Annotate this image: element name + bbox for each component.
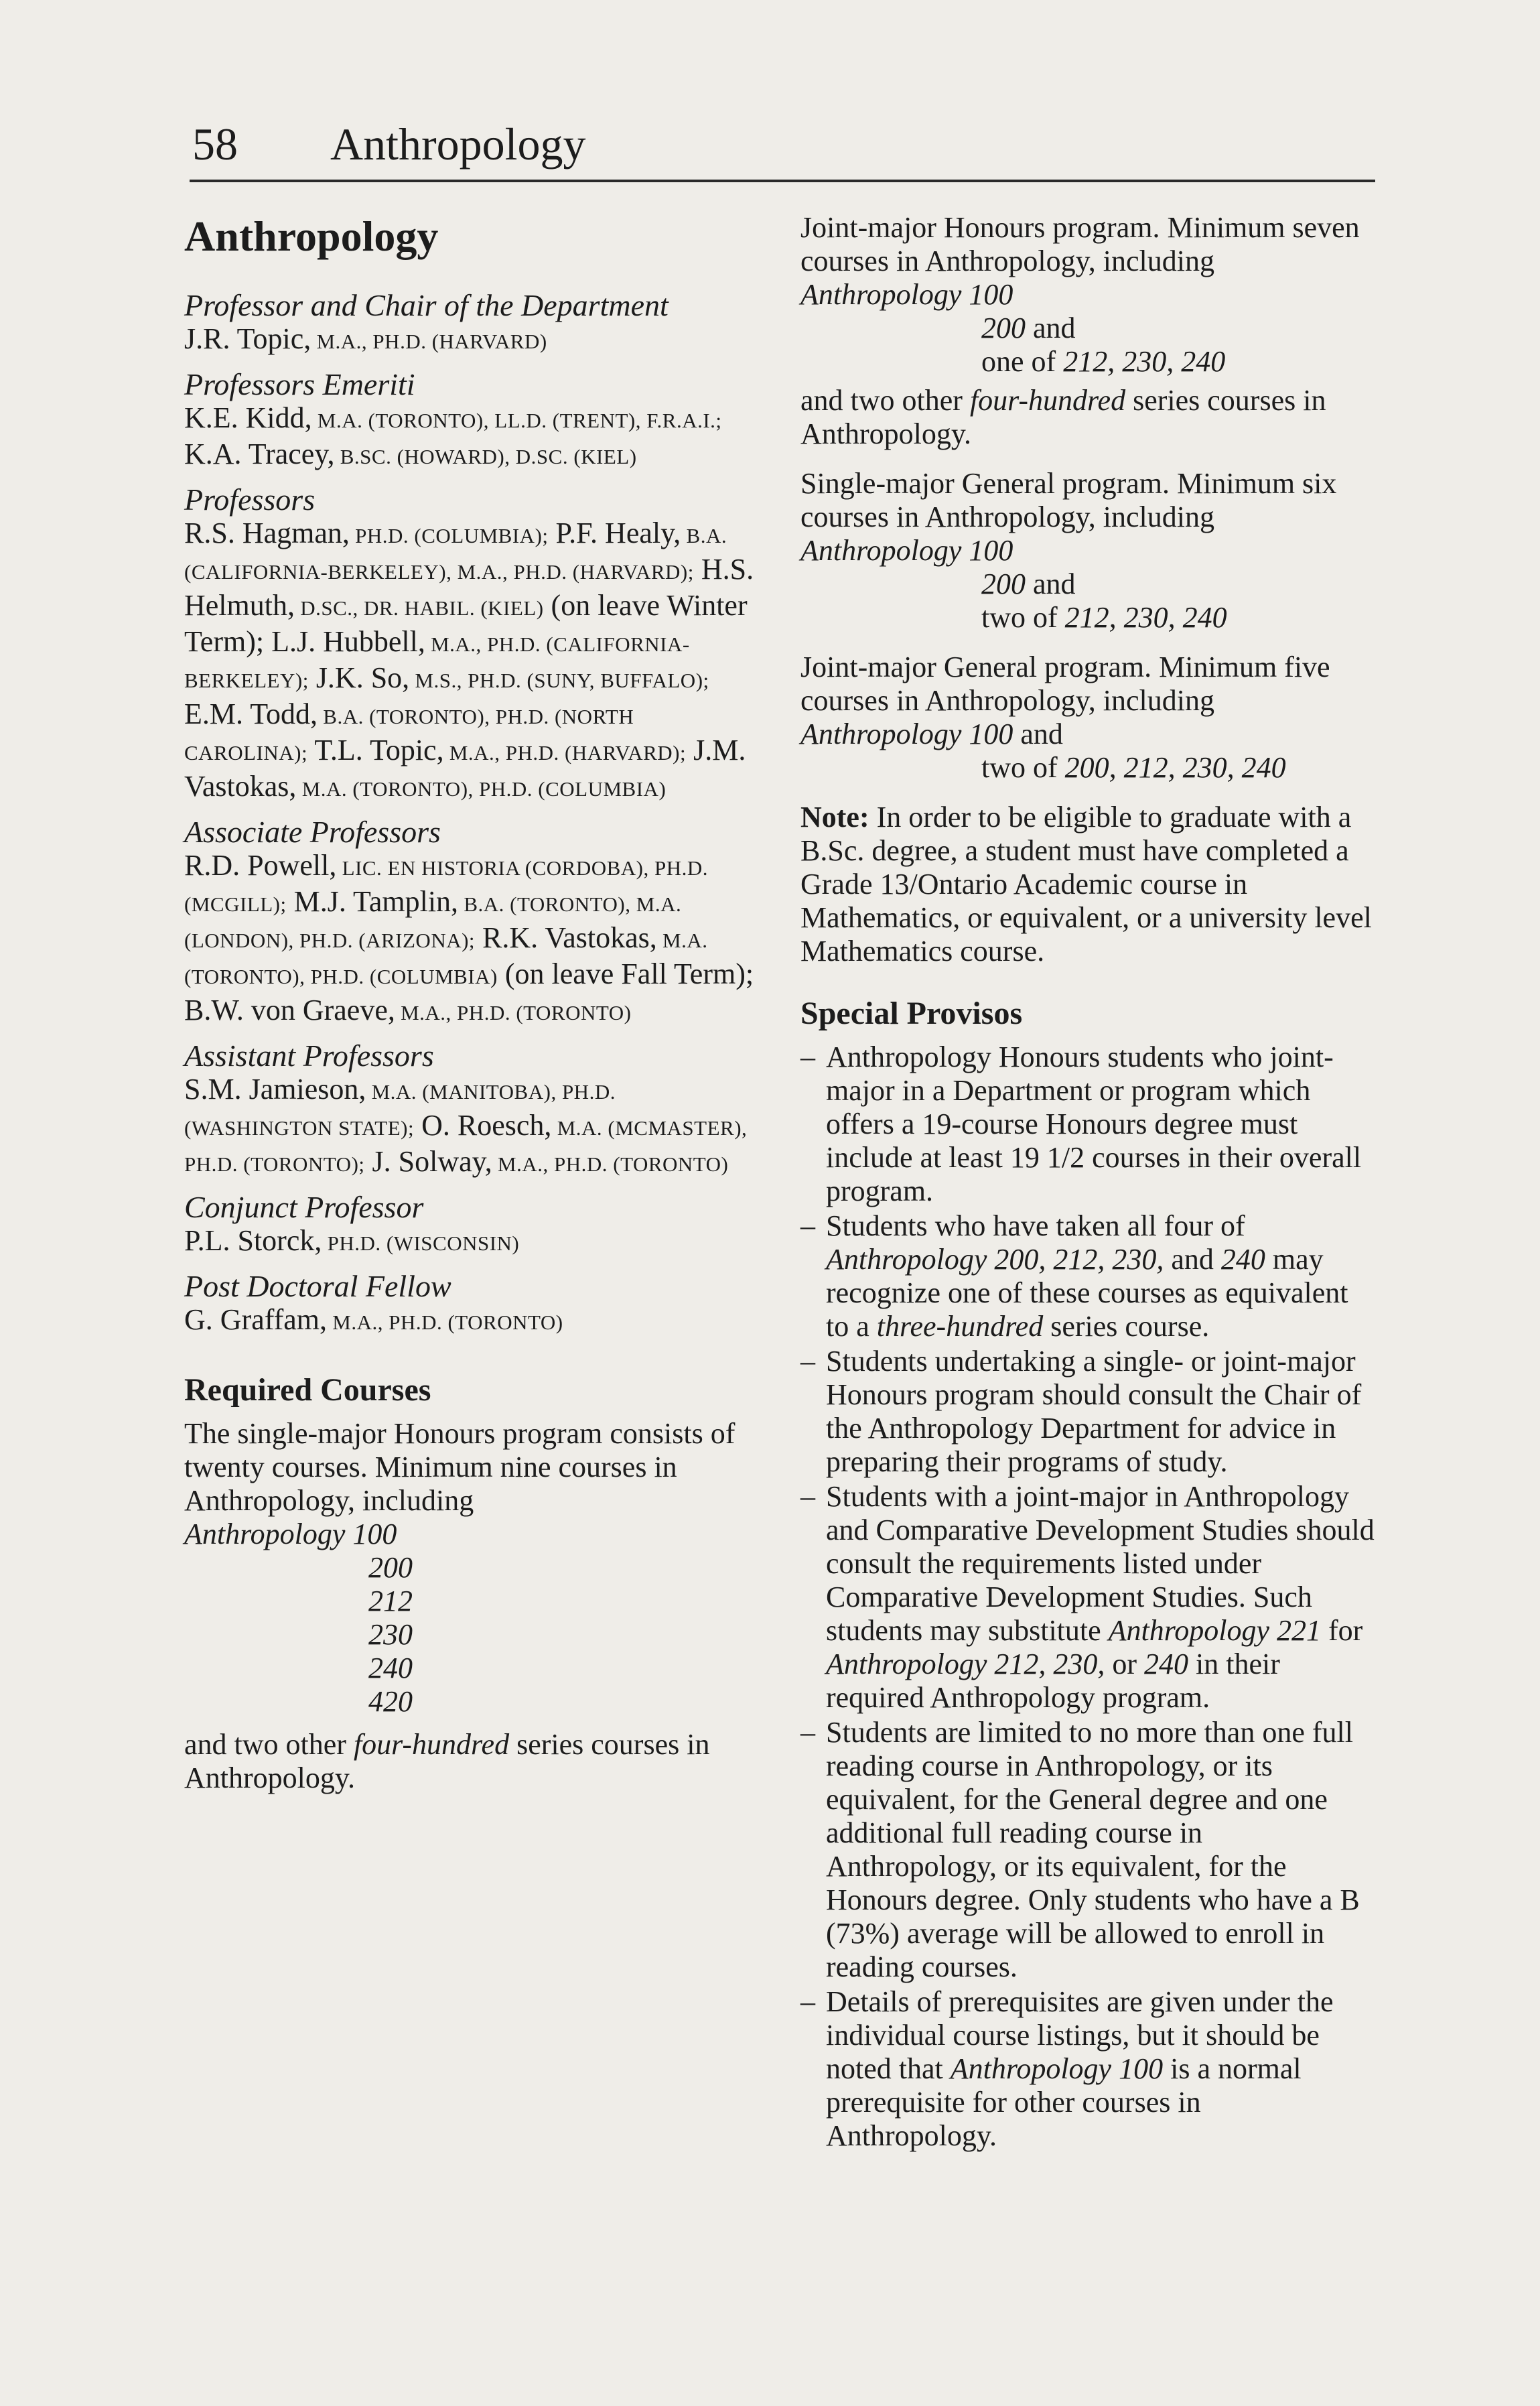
course-numbers: 200, 212, 230, 240 <box>1064 751 1286 784</box>
proviso-text: may recognize one of these courses as equivalent to a <box>826 1243 1348 1343</box>
course-number: 212 <box>368 1585 413 1617</box>
provisos-list <box>800 1041 1377 2153</box>
list-item <box>800 1041 1377 1208</box>
faculty-credentials: B.A. (TORONTO), M.A. (LONDON), PH.D. (ARIZONA); <box>184 892 682 952</box>
page-number: 58 <box>192 119 238 170</box>
list-item <box>800 1480 1377 1715</box>
program-outro <box>800 384 1377 451</box>
required-outro-text: and two other <box>184 1728 354 1761</box>
program-conj: one of <box>981 345 1064 378</box>
faculty-name: H.S. Helmuth, <box>184 553 754 622</box>
right-column <box>800 211 1377 2154</box>
faculty-role-heading: Assistant Professors <box>184 1039 434 1073</box>
faculty-names <box>184 517 760 806</box>
faculty-name: L.J. Hubbell, <box>264 625 425 658</box>
faculty-role-heading: Post Doctoral Fellow <box>184 1269 451 1303</box>
faculty-credentials: M.A., PH.D. (TORONTO) <box>327 1311 563 1334</box>
program-conj: two of <box>981 601 1065 634</box>
faculty-name: G. Graffam, <box>184 1303 327 1336</box>
program-outro-text-end: series courses in Anthropology. <box>800 384 1326 450</box>
faculty-credentials: B.SC. (HOWARD), D.SC. (KIEL) <box>334 445 637 468</box>
proviso-text: or <box>1105 1648 1145 1680</box>
program-line <box>800 567 1377 601</box>
proviso-course: Anthropology 221 <box>1108 1614 1322 1647</box>
course-name: Anthropology 100 <box>800 718 1013 750</box>
faculty-credentials: M.A., PH.D. (TORONTO) <box>395 1001 632 1024</box>
required-intro <box>184 1417 760 1551</box>
proviso-italic: three-hundred <box>876 1310 1044 1343</box>
list-item <box>800 1985 1377 2153</box>
faculty-role-heading: Professors Emeriti <box>184 367 415 401</box>
program-conj: and <box>1013 718 1063 750</box>
faculty-name: T.L. Topic, <box>307 734 444 766</box>
faculty-list <box>184 289 760 1339</box>
note-text: In order to be eligible to graduate with a B.Sc. degree, a student must have completed a Grade 13/Ontario Academic course in Mathematics, or equivalent, or a university level Mathematics course. <box>800 801 1372 967</box>
faculty-credentials: B.A. (TORONTO), PH.D. (NORTH CAROLINA); <box>184 705 634 764</box>
special-provisos-heading: Special Provisos <box>800 996 1023 1031</box>
proviso-text: in their required Anthropology program. <box>826 1648 1280 1714</box>
faculty-credentials: PH.D. (WISCONSIN) <box>322 1231 520 1255</box>
required-outro-italic: four-hundred <box>353 1728 510 1761</box>
faculty-credentials: B.A. (CALIFORNIA-BERKELEY), M.A., PH.D. (HARVARD); <box>184 524 727 584</box>
faculty-credentials: M.A. (TORONTO), PH.D. (COLUMBIA) <box>184 929 708 988</box>
faculty-name: R.S. Hagman, <box>184 517 350 549</box>
proviso-text: Anthropology Honours students who joint-major in a Department or program which offers a 19-course Honours degree must include at least 19 1/2 courses in their overall program. <box>826 1041 1362 1207</box>
faculty-credentials: M.A. (TORONTO), LL.D. (TRENT), F.R.A.I.; <box>311 409 722 432</box>
faculty-names <box>184 1303 760 1339</box>
required-outro-text-end: series courses in Anthropology. <box>184 1728 710 1794</box>
program-line <box>800 345 1377 379</box>
faculty-name: J.K. So, <box>308 661 410 694</box>
faculty-name: B.W. von Graeve, <box>184 994 395 1026</box>
program-line: Anthropology 100 <box>800 278 1013 311</box>
program-conj: and <box>1026 312 1076 344</box>
faculty-role-heading: Associate Professors <box>184 815 441 849</box>
faculty-credentials: D.SC., DR. HABIL. (KIEL) <box>294 596 544 620</box>
faculty-role-heading: Conjunct Professor <box>184 1190 424 1224</box>
faculty-credentials: M.A. (MANITOBA), PH.D. (WASHINGTON STATE); <box>184 1080 616 1140</box>
faculty-name: J.R. Topic, <box>184 322 311 355</box>
program-line <box>800 601 1377 634</box>
program-intro: Joint-major General program. Minimum five courses in Anthropology, including <box>800 651 1330 717</box>
proviso-text: and <box>1164 1243 1221 1276</box>
required-courses-heading: Required Courses <box>184 1372 431 1408</box>
faculty-credentials: M.A., PH.D. (HARVARD); <box>443 741 687 764</box>
proviso-course: Anthropology 200, 212, 230, <box>826 1243 1164 1276</box>
program-conj: and <box>1026 567 1076 600</box>
faculty-names <box>184 849 760 1030</box>
faculty-credentials: M.A. (MCMASTER), PH.D. (TORONTO); <box>184 1116 748 1176</box>
faculty-credentials: M.S., PH.D. (SUNY, BUFFALO); <box>409 669 709 692</box>
left-column <box>184 211 760 1804</box>
list-item <box>800 1209 1377 1343</box>
faculty-credentials: M.A., PH.D. (HARVARD) <box>311 330 547 353</box>
course-number: 240 <box>368 1652 413 1684</box>
faculty-names <box>184 1073 760 1181</box>
faculty-name: K.A. Tracey, <box>184 438 335 470</box>
program-outro-text: and two other <box>800 384 970 417</box>
program-line <box>800 751 1377 785</box>
proviso-course: 240 <box>1220 1243 1265 1276</box>
program-intro: Joint-major Honours program. Minimum seven courses in Anthropology, including <box>800 211 1360 277</box>
proviso-course: Anthropology 100 <box>950 2052 1164 2085</box>
faculty-name: E.M. Todd, <box>184 697 318 730</box>
program-intro: Single-major General program. Minimum six courses in Anthropology, including <box>800 467 1337 533</box>
faculty-note: (on leave Fall Term); <box>497 957 754 990</box>
faculty-name: P.F. Healy, <box>548 517 681 549</box>
faculty-names <box>184 322 760 358</box>
faculty-names <box>184 401 760 474</box>
required-first-course: Anthropology 100 <box>184 1518 397 1550</box>
list-item <box>800 1716 1377 1984</box>
required-outro <box>184 1728 760 1795</box>
faculty-name: J. Solway, <box>364 1145 492 1178</box>
course-numbers: 212, 230, 240 <box>1064 601 1227 634</box>
faculty-credentials: PH.D. (COLUMBIA); <box>349 524 549 547</box>
faculty-name: J.M. Vastokas, <box>184 734 746 803</box>
required-course-list <box>184 1551 760 1719</box>
page-title: Anthropology <box>184 212 439 260</box>
joint-general-program <box>800 651 1377 785</box>
faculty-name: M.J. Tamplin, <box>286 885 459 918</box>
required-intro-text: The single-major Honours program consists of twenty courses. Minimum nine courses in Anthropology, including <box>184 1417 736 1517</box>
faculty-credentials: M.A., PH.D. (CALIFORNIA-BERKELEY); <box>184 632 690 692</box>
faculty-note: (on leave Winter Term); <box>184 589 748 658</box>
faculty-name: K.E. Kidd, <box>184 401 312 434</box>
faculty-credentials: LIC. EN HISTORIA (CORDOBA), PH.D. (MCGILL); <box>184 856 709 916</box>
course-number: 200 <box>981 567 1026 600</box>
course-number: 200 <box>981 312 1026 344</box>
course-numbers: 212, 230, 240 <box>1063 345 1226 378</box>
faculty-names <box>184 1224 760 1260</box>
proviso-text: Students are limited to no more than one full reading course in Anthropology, or its equivalent, for the General degree and one additional full reading course in Anthropology, or its equivalent, for the Honours degree. Only students who have a B (73%) average will be allowed to enroll in reading courses. <box>826 1716 1360 1983</box>
proviso-text: series course. <box>1043 1310 1210 1343</box>
joint-honours-program <box>800 211 1377 451</box>
note-label: Note: <box>800 801 869 833</box>
program-line <box>800 718 1377 751</box>
program-line: Anthropology 100 <box>800 534 1013 567</box>
single-general-program <box>800 467 1377 634</box>
course-number: 420 <box>368 1685 413 1718</box>
page-header <box>190 106 1375 182</box>
proviso-text: is a normal prerequisite for other courses in Anthropology. <box>826 2052 1302 2152</box>
proviso-text: Students who have taken all four of <box>826 1209 1245 1242</box>
faculty-role-heading: Professors <box>184 482 316 517</box>
proviso-text: for <box>1321 1614 1363 1647</box>
faculty-name: R.D. Powell, <box>184 849 337 882</box>
running-title: Anthropology <box>330 119 586 170</box>
note-paragraph <box>800 801 1377 968</box>
list-item <box>800 1345 1377 1479</box>
faculty-credentials: M.A. (TORONTO), PH.D. (COLUMBIA) <box>296 777 667 801</box>
faculty-role-heading: Professor and Chair of the Department <box>184 288 669 322</box>
faculty-name: R.K. Vastokas, <box>475 921 657 954</box>
program-outro-italic: four-hundred <box>969 384 1126 417</box>
faculty-name: S.M. Jamieson, <box>184 1073 366 1106</box>
faculty-name: O. Roesch, <box>414 1109 552 1142</box>
course-number: 230 <box>368 1618 413 1651</box>
proviso-text: Details of prerequisites are given under the individual course listings, but it should be noted that <box>826 1985 1334 2085</box>
program-line <box>800 312 1377 345</box>
faculty-credentials: M.A., PH.D. (TORONTO) <box>492 1152 729 1176</box>
proviso-course: Anthropology 212, 230, <box>826 1648 1105 1680</box>
program-conj: two of <box>981 751 1065 784</box>
course-number: 200 <box>368 1551 413 1584</box>
proviso-text: Students undertaking a single- or joint-major Honours program should consult the Chair of the Anthropology Department for advice in preparing their programs of study. <box>826 1345 1362 1478</box>
proviso-text: Students with a joint-major in Anthropology and Comparative Development Studies should consult the requirements listed under Comparative Development Studies. Such students may substitute <box>826 1480 1375 1647</box>
proviso-course: 240 <box>1144 1648 1189 1680</box>
faculty-name: P.L. Storck, <box>184 1224 322 1257</box>
